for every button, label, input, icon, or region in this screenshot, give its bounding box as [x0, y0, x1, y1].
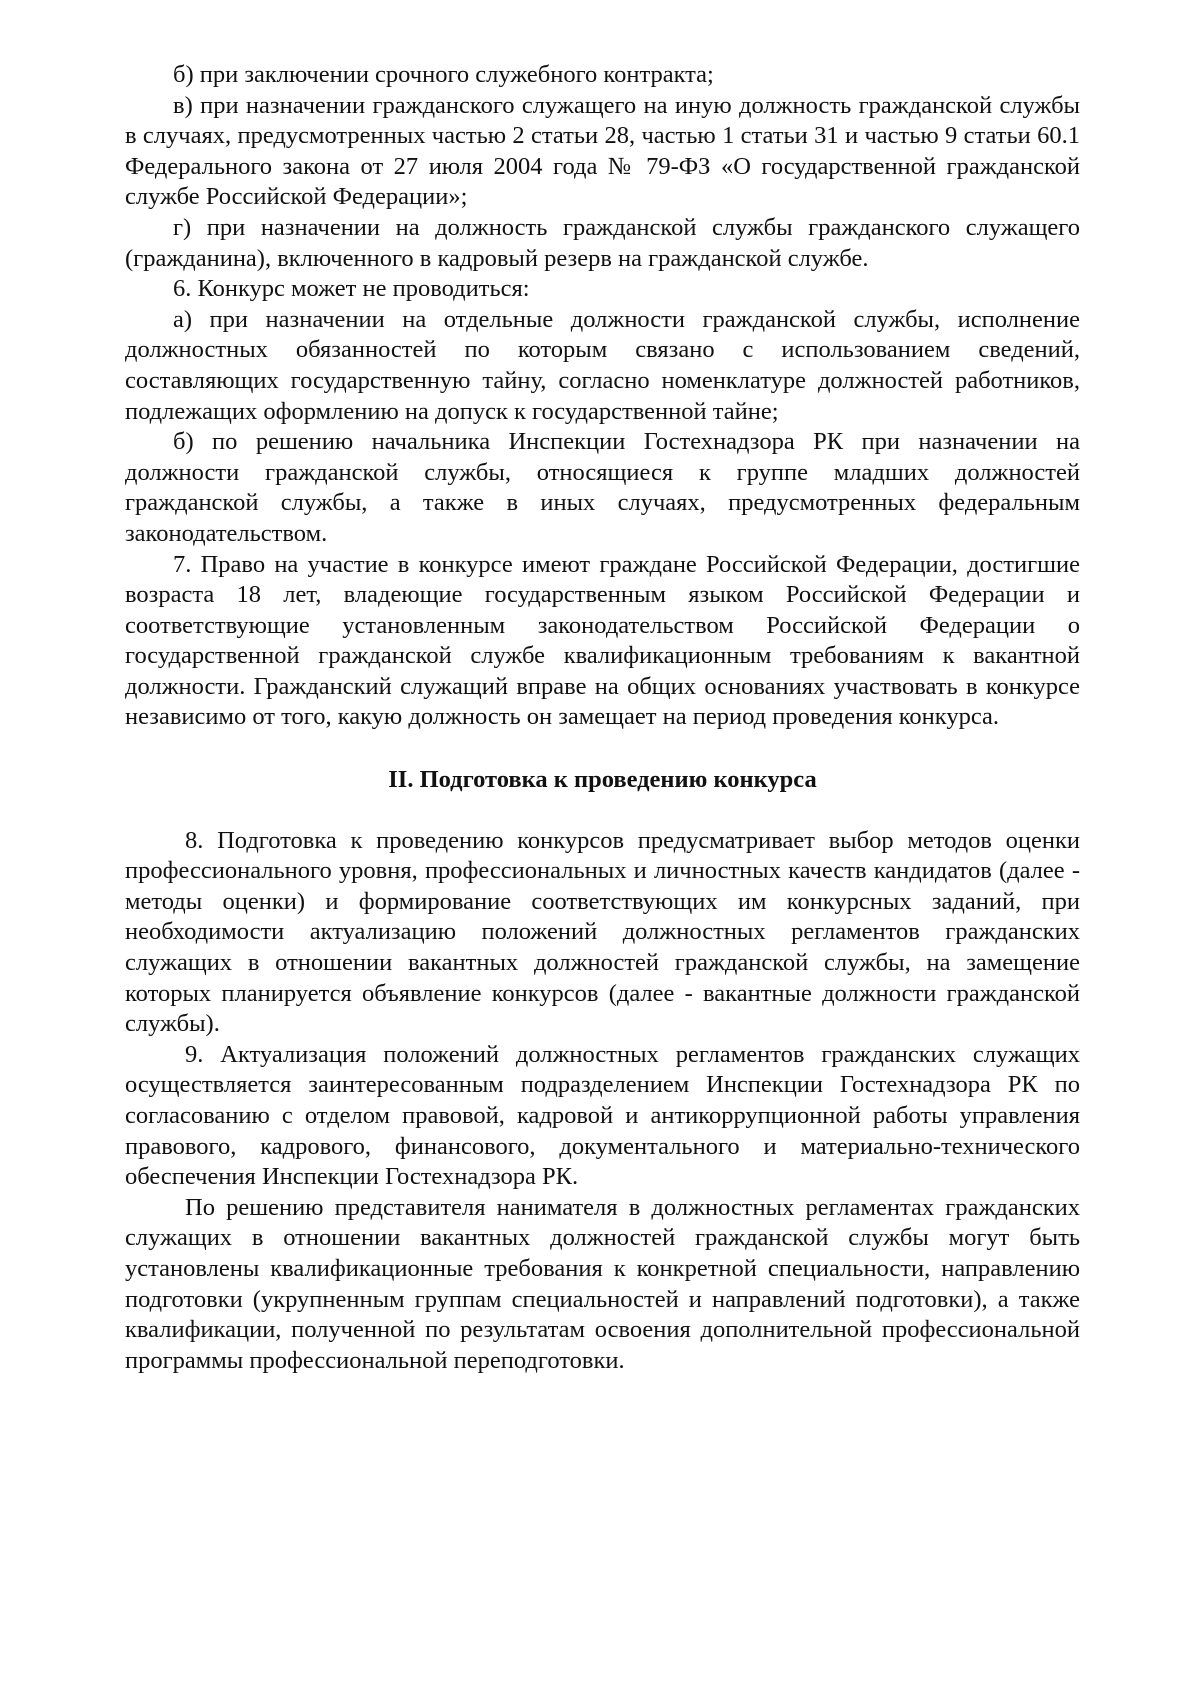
- paragraph-5v: в) при назначении гражданского служащего на иную должность гражданской службы в случаях, предусмотренных частью 2 статьи 28, частью 1 статьи 31 и частью 9 статьи 60.1 Федерального закона от 27 июля 2004 года № 79-ФЗ «О государственной гражданской службе Российской Федерации»;: [125, 91, 1080, 211]
- section-heading: II. Подготовка к проведению конкурса: [388, 766, 817, 794]
- paragraph-9-continued: По решению представителя нанимателя в должностных регламентах гражданских служащих в отношении вакантных должностей гражданской службы могут быть установлены квалификационные требования к конкретной специальности, направлению подготовки (укрупненным группам специальностей и направлений подготовки), а также квалификации, полученной по результатам освоения дополнительной профессиональной программы профессиональной переподготовки.: [125, 1193, 1080, 1374]
- paragraph-6a: а) при назначении на отдельные должности гражданской службы, исполнение должностных обязанностей по которым связано с использованием сведений, составляющих государственную тайну, согласно номенклатуре должностей работников, подлежащих оформлению на допуск к государственной тайне;: [125, 305, 1080, 425]
- paragraph-6: 6. Конкурс может не проводиться:: [173, 275, 530, 303]
- document-body: [125, 60, 1080, 1376]
- paragraph-5g: г) при назначении на должность гражданской службы гражданского служащего (гражданина), включенного в кадровый резерв на гражданской службе.: [125, 213, 1080, 272]
- paragraph-5b: б) при заключении срочного служебного контракта;: [173, 61, 714, 88]
- paragraph-7: 7. Право на участие в конкурсе имеют граждане Российской Федерации, достигшие возраста 18 лет, владеющие государственным языком Российской Федерации и соответствующие установленным законодательством Российской Федерации о государственной гражданской службе квалификационным требованиям к вакантной должности. Гражданский служащий вправе на общих основаниях участвовать в конкурсе независимо от того, какую должность он замещает на период проведения конкурса.: [125, 550, 1080, 731]
- paragraph-9: 9. Актуализация положений должностных регламентов гражданских служащих осуществляется заинтересованным подразделением Инспекции Гостехнадзора РК по согласованию с отделом правовой, кадровой и антикоррупционной работы управления правового, кадрового, финансового, документального и материально-технического обеспечения Инспекции Гостехнадзора РК.: [125, 1040, 1080, 1191]
- paragraph-8: 8. Подготовка к проведению конкурсов предусматривает выбор методов оценки профессионального уровня, профессиональных и личностных качеств кандидатов (далее - методы оценки) и формирование соответствующих им конкурсных заданий, при необходимости актуализацию положений должностных регламентов гражданских служащих в отношении вакантных должностей гражданской службы, на замещение которых планируется объявление конкурсов (далее - вакантные должности гражданской службы).: [125, 826, 1080, 1038]
- paragraph-6b: б) по решению начальника Инспекции Гостехнадзора РК при назначении на должности гражданской службы, относящиеся к группе младших должностей гражданской службы, а также в иных случаях, предусмотренных федеральным законодательством.: [125, 428, 1080, 547]
